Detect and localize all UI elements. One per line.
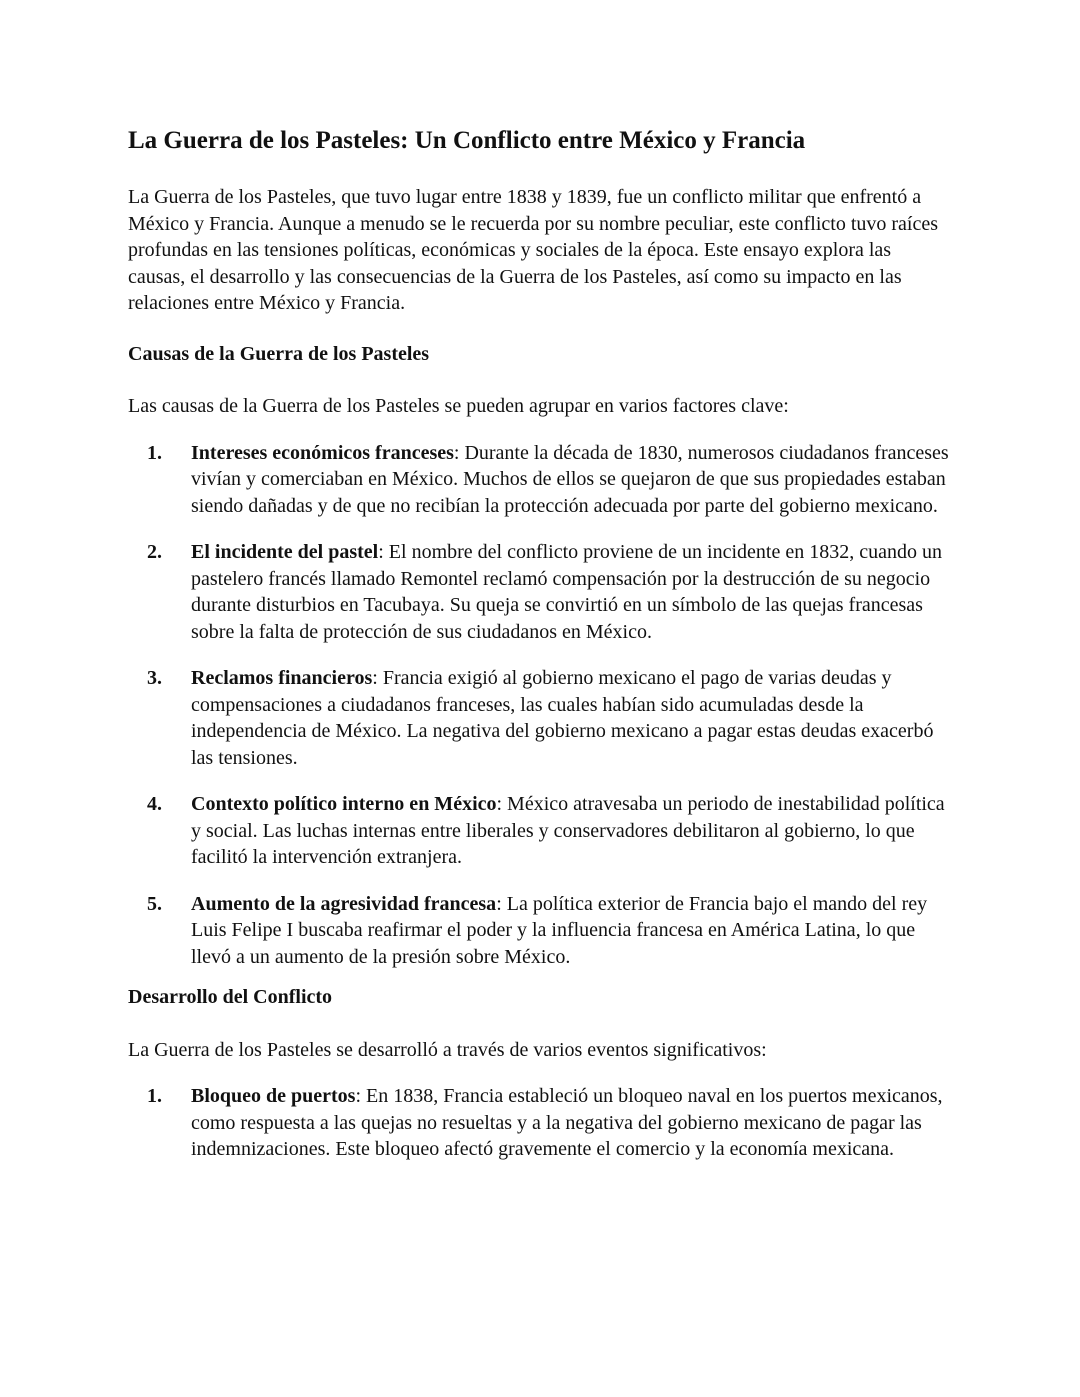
causes-lead: Las causas de la Guerra de los Pasteles se pueden agrupar en varios factores clave: xyxy=(128,395,789,417)
list-number: 1. xyxy=(147,1085,162,1107)
list-item xyxy=(128,891,952,971)
list-term: El incidente del pastel xyxy=(191,541,379,563)
list-item xyxy=(128,539,952,645)
causes-heading: Causas de la Guerra de los Pasteles xyxy=(128,342,430,365)
list-item xyxy=(128,1083,952,1163)
development-lead: La Guerra de los Pasteles se desarrolló a través de varios eventos significativos: xyxy=(128,1038,767,1061)
document-title: La Guerra de los Pasteles: Un Conflicto entre México y Francia xyxy=(128,127,806,154)
list-text: : Durante la década de 1830, numerosos ciudadanos franceses vivían y comerciaban en México. Muchos de ellos se quejaron de que sus propiedades estaban siendo dañadas y de que no recibían la protección adecuada por parte del gobierno mexicano. xyxy=(191,441,949,517)
list-text: : En 1838, Francia estableció un bloqueo naval en los puertos mexicanos, como respuesta a las quejas no resueltas y a la negativa del gobierno mexicano de pagar las indemnizaciones. Este bloqueo afectó gravemente el comercio y la economía mexicana. xyxy=(191,1085,943,1160)
list-item xyxy=(128,665,952,771)
list-item xyxy=(128,440,952,520)
list-term: Aumento de la agresividad francesa xyxy=(191,892,497,915)
intro-paragraph: La Guerra de los Pasteles, que tuvo lugar entre 1838 y 1839, fue un conflicto militar que enfrentó a México y Francia. Aunque a menudo se le recuerda por su nombre peculiar, este conflicto tuvo raíces profundas en las tensiones políticas, económicas y sociales de la época. Este ensayo explora las causas, el desarrollo y las consecuencias de la Guerra de los Pasteles, así como su impacto en las relaciones entre México y Francia. xyxy=(128,186,939,314)
list-text: : Francia exigió al gobierno mexicano el pago de varias deudas y compensaciones a ciudadanos franceses, las cuales habían sido acumuladas desde la independencia de México. La negativa del gobierno mexicano a pagar estas deudas exacerbó las tensiones. xyxy=(191,667,934,769)
list-text: : La política exterior de Francia bajo el mando del rey Luis Felipe I buscaba reafirmar el poder y la influencia francesa en América Latina, lo que llevó a un aumento de la presión sobre México. xyxy=(191,892,928,968)
list-number: 4. xyxy=(147,793,162,815)
list-term: Reclamos financieros xyxy=(191,667,373,689)
list-number: 3. xyxy=(147,667,162,689)
list-term: Intereses económicos franceses xyxy=(191,441,454,464)
list-number: 1. xyxy=(147,441,162,464)
development-heading: Desarrollo del Conflicto xyxy=(128,986,333,1008)
list-text: : México atravesaba un periodo de inestabilidad política y social. Las luchas internas entre liberales y conservadores debilitaron al gobierno, lo que facilitó la intervención extranjera. xyxy=(191,793,945,868)
causes-list xyxy=(128,440,952,971)
list-number: 2. xyxy=(147,541,162,563)
list-term: Contexto político interno en México xyxy=(191,793,497,815)
list-item xyxy=(128,791,952,871)
list-text: : El nombre del conflicto proviene de un incidente en 1832, cuando un pastelero francés llamado Remontel reclamó compensación por la destrucción de su negocio durante disturbios en Tacubaya. Su queja se convirtió en un símbolo de las quejas francesas sobre la falta de protección de sus ciudadanos en México. xyxy=(191,541,942,643)
list-term: Bloqueo de puertos xyxy=(191,1085,356,1107)
list-number: 5. xyxy=(147,892,162,915)
development-list xyxy=(128,1083,952,1163)
